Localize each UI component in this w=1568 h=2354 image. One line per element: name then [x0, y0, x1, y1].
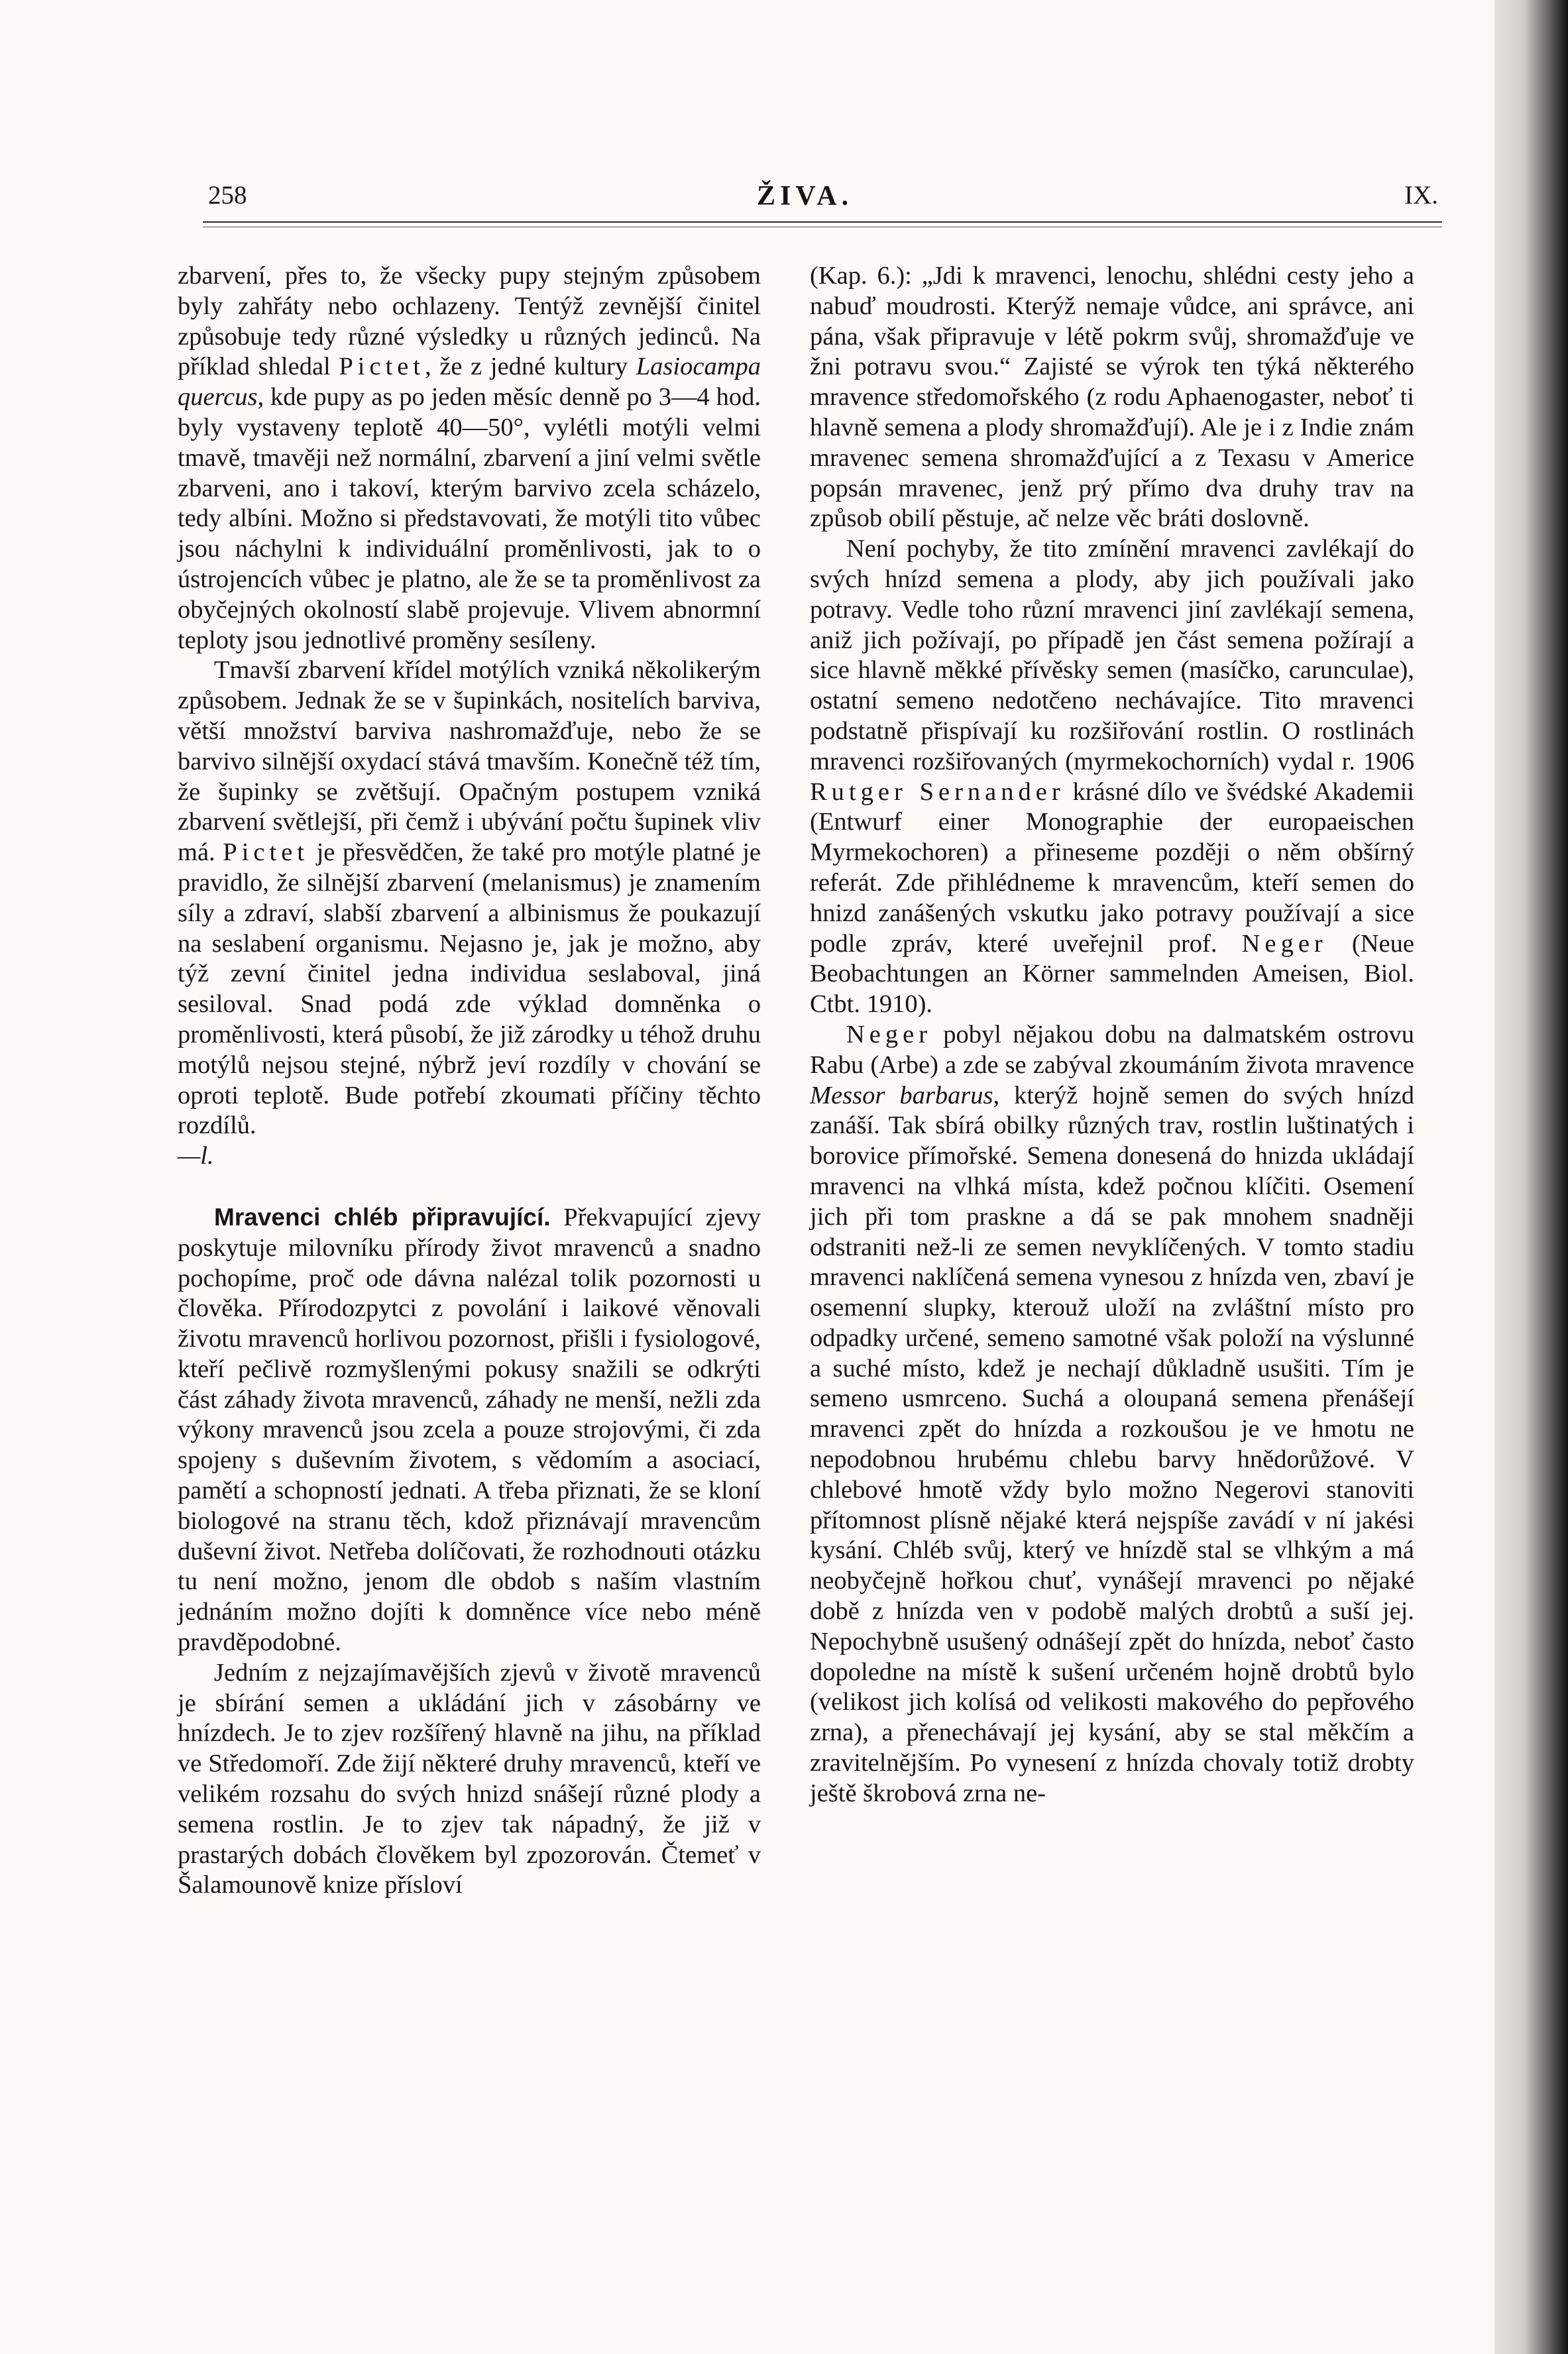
text-run: , kterýž hojně semen do svých hnízd zanáší. Tak sbírá obilky různých trav, rostlin luštinatých i borovice přímořské. Semena donesená do hnizda ukládají mravenci na vlhká místa, kdež počnou klíčiti. Osemení jich při tom praskne a dá se pak mnohem snadněji odstraniti než-li ze semen nevyklíčených. V tomto stadiu mravenci naklíčená semena vynesou z hnízda ven, zbaví je osemenní slupky, kterouž uloží na zvláštní místo pro odpadky určené, semeno samotné však položí na výslunné a suché místo, kdež je nechají důkladně usušiti. Tím je semeno usmrceno. Suchá a oloupaná semena přenášejí mravenci zpět do hnízda a rozkoušou je ve hmotu ne nepodobnou hrubému chlebu barvy hnědorůžové. V chlebové hmotě vždy bylo možno Negerovi stanoviti přítomnost plísně nějaké která nejspíše zavádí v ní jakési kysání. Chléb svůj, který ve hnízdě stal se vlhkým a má neobyčejně hořkou chuť, vynášejí mravenci po nějaké době z hnízda ven v podobě malých drobtů a suší jej. Nepochybně usušený odnášejí zpět do hnízda, neboť často dopoledne na místě k sušení určeném hojně drobtů bylo (velikost jich kolísá od velikosti makového do pepřového zrna), a přenechávají jej kysání, aby se stal měkčím a zravitelnějším. Po vynesení z hnízda chovaly totiž drobty ještě škrobová zrna ne-: [810, 1081, 1414, 1807]
article-heading: Mravenci chléb připravující.: [214, 1203, 551, 1231]
paragraph: Jedním z nejzajímavějších zjevů v životě mravenců je sbírání semen a ukládání jich v zásobárny ve hnízdech. Je to zjev rozšířený hlavně na jihu, na příklad ve Středomoří. Zde žijí některé druhy mravenců, kteří ve velikém rozsahu do svých hnizd snášejí různé plody a semena rostlin. Je to zjev tak nápadný, že již v prastarých dobách člověkem byl zpozorován. Čtemeť v Šalamounově knize přísloví: [178, 1658, 761, 1899]
paragraph: [810, 534, 1414, 1020]
right-column: [810, 261, 1414, 2117]
author-signature: [178, 1141, 761, 1172]
author-name: Neger: [846, 1020, 932, 1048]
paragraph: [178, 261, 761, 655]
author-name: Rutger Sernander: [810, 777, 1065, 806]
journal-title: ŽIVA.: [757, 181, 854, 211]
left-column: [178, 261, 761, 2117]
text-run: Překvapující zjevy poskytuje milovníku přírody život mravenců a snadno pochopíme, proč ode dávna nalézal tolik pozornosti u člověka. Přírodozpytci z povolání i laikové věnovali životu mravenců horlivou pozornost, přišli i fysiologové, kteří pečlivě rozmyšlenými pokusy snažili se odkrýti část záhady života mravenců, záhady ne menší, nežli zda výkony mravenců jsou zcela a pouze strojovými, či zda spojeny s duševním životem, s vědomím a asociací, pamětí a schopností jednati. A třeba přiznati, že se kloní biologové na stranu těch, kdož přiznávají mravencům duševní život. Netřeba dolíčovati, že rozhodnouti otázku tu není možno, jenom dle obdob s naším vlastním jednáním možno dojíti k domněnce více nebo méně pravděpodobné.: [178, 1203, 761, 1657]
text-run: Není pochyby, že tito zmínění mravenci zavlékají do svých hnízd semena a plody, aby jich používali jako potravy. Vedle toho různí mravenci jiní zavlékají semena, aniž jich požívají, po případě jen část semena požírají a sice hlavně měkké přívěsky semen (masíčko, carunculae), ostatní semeno nedotčeno nechávajíce. Tito mravenci podstatně přispívají ku rozšiřování rostlin. O rostlinách mravenci rozšiřovaných (myrmekochorních) vydal r. 1906: [810, 535, 1414, 775]
scan-edge: [1494, 0, 1568, 2354]
volume-number: IX.: [1404, 181, 1438, 209]
species-name: Messor barbarus: [810, 1081, 993, 1109]
paragraph: [178, 1202, 761, 1658]
header-rule: [203, 221, 1442, 223]
text-run: je přesvědčen, že také pro motýle platné je pravidlo, že silnější zbarvení (melanismus) je znamením síly a zdraví, slabší zbarvení a albinismus že poukazují na seslabení organismu. Nejasno je, jak je možno, aby týž zevní činitel jedna individua seslaboval, jiná sesiloval. Snad podá zde výklad domněnka o proměnlivosti, která působí, že již zárodky u téhož druhu motýlů nejsou stejné, nýbrž jeví rozdíly v chování se oproti teplotě. Bude potřebí zkoumati příčiny těchto rozdílů.: [178, 838, 761, 1140]
text-run: zbarvení, přes to, že všecky pupy stejným způsobem byly zahřáty nebo ochlazeny. Tentýž zevnější činitel způsobuje tedy různé výsledky u různých jedinců. Na příklad shledal: [178, 262, 761, 381]
paragraph: (Kap. 6.): „Jdi k mravenci, lenochu, shlédni cesty jeho a nabuď moudrosti. Kterýž nemaje vůdce, ani správce, ani pána, však připravuje v létě pokrm svůj, shromažďuje ve žni potravu svou.“ Zajisté se výrok ten týká některého mravence středomořského (z rodu Aphaenogaster, neboť ti hlavně semena a plody shromažďují). Ale je i z Indie znám mravenec semena shromažďující a z Texasu v Americe popsán mravenec, jenž prý přímo dva druhy trav na způsob obilí pěstuje, ač nelze věc bráti doslovně.: [810, 262, 1414, 533]
text-run: , že z jedné kultury: [425, 353, 636, 381]
text-run: , kde pupy as po jeden měsíc denně po 3—4 hod. byly vystaveny teplotě 40—50°, vylétli motýli velmi tmavě, tmavěji než normální, zbarvení a jiní velmi světle zbarveni, ano i takoví, kterým barvivo zcela scházelo, tedy albíni. Možno si představovati, že motýli tito vůbec jsou náchylni k individuální proměnlivosti, jak to o ústrojencích vůbec je platno, ale že se ta proměnlivost za obyčejných okolností slabě projevuje. Vlivem abnormní teploty jsou jednotlivé proměny sesíleny.: [178, 383, 761, 654]
page-number: 258: [208, 181, 247, 209]
paragraph: [810, 1020, 1414, 1809]
text-run: pobyl nějakou dobu na dalmatském ostrovu Rabu (Arbe) a zde se zabýval zkoumáním života mravence: [810, 1020, 1414, 1079]
text-run: Tmavší zbarvení křídel motýlích vzniká několikerým způsobem. Jednak že se v šupinkách, nositelích barviva, větší množství barviva nashromažďuje, nebo že se barvivo silnější oxydací stává tmavším. Konečně též tím, že šupinky se zvětšují. Opačným postupem vzniká zbarvení světlejší, při čemž i ubývání počtu šupinek vliv má.: [178, 656, 761, 867]
text-run: (Neue Beobachtungen an Körner sammelnden Ameisen, Biol. Ctbt. 1910).: [810, 929, 1414, 1019]
paragraph: [178, 655, 761, 1141]
page-header: [199, 180, 1445, 213]
author-name: Pictet: [339, 353, 425, 381]
author-name: Pictet: [223, 838, 309, 867]
author-name: Neger: [1241, 929, 1327, 958]
signature-text: —l.: [178, 1142, 214, 1170]
text-run: krásné dílo ve švédské Akademii (Entwurf einer Monographie der europaeischen Myrmekochoren) a přineseme později o něm obšírný referát. Zde přihlédneme k mravencům, kteří semen do hnizd zanášených vskutku jako potravy používají a sice podle zpráv, které uveřejnil prof.: [810, 777, 1414, 958]
species-name: Lasiocampa quercus: [178, 353, 761, 412]
